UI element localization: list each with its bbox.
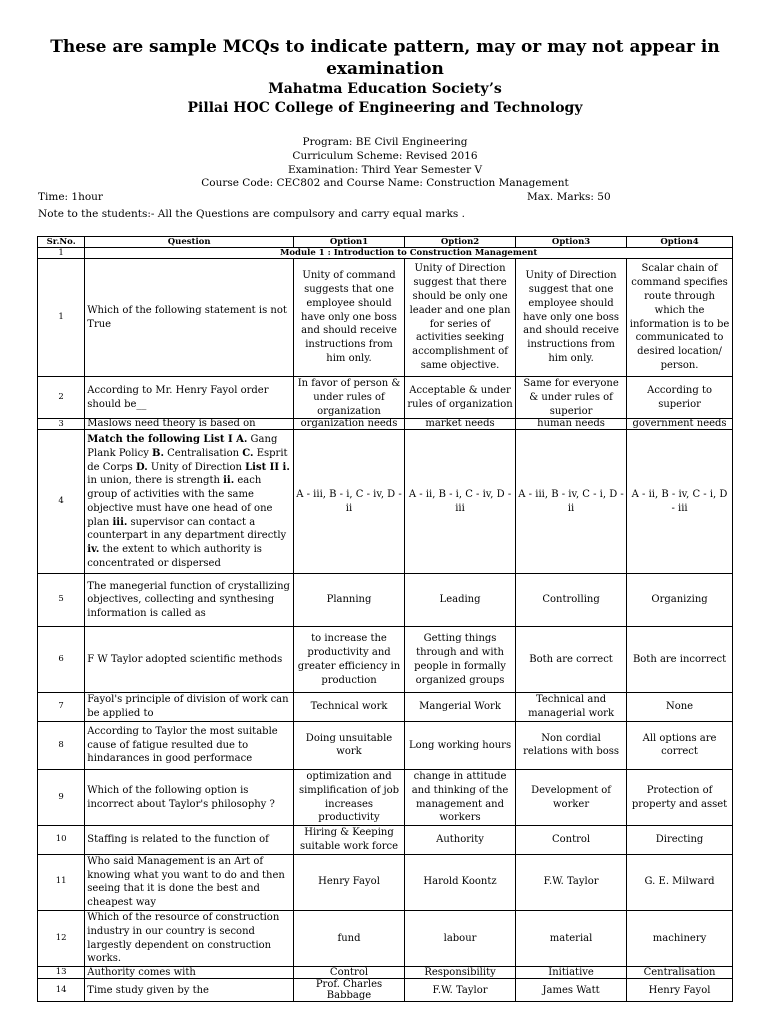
option1-cell: Hiring & Keeping suitable work force (293, 826, 404, 855)
option1-cell: Henry Fayol (293, 854, 404, 910)
option3-cell: material (516, 910, 627, 966)
option2-cell: Responsibility (405, 967, 516, 979)
option2-cell: Mangerial Work (405, 693, 516, 722)
sr-cell: 11 (38, 854, 85, 910)
question-cell: Which of the resource of construction industry in our country is second largestly dependent on construction works. (85, 910, 294, 966)
header-option2: Option2 (405, 237, 516, 248)
option4-cell: Directing (627, 826, 733, 855)
option1-cell: Unity of command suggests that one employee should have only one boss and should receive instructions from him only. (293, 259, 404, 377)
sr-cell: 3 (38, 419, 85, 430)
table-row (38, 967, 733, 979)
table-row (38, 910, 733, 966)
option2-cell: labour (405, 910, 516, 966)
header-srno: Sr.No. (38, 237, 85, 248)
table-row (38, 979, 733, 1002)
header-option4: Option4 (627, 237, 733, 248)
table-header-row (38, 237, 733, 248)
college-name: Pillai HOC College of Engineering and Technology (187, 100, 583, 116)
option4-cell: G. E. Milward (627, 854, 733, 910)
header-question: Question (85, 237, 294, 248)
option4-cell: None (627, 693, 733, 722)
sr-cell: 14 (38, 979, 85, 1002)
question-cell: Which of the following option is incorrect about Taylor's philosophy ? (85, 769, 294, 825)
option1-cell: In favor of person & under rules of organization (293, 377, 404, 419)
table-row (38, 377, 733, 419)
sr-cell: 12 (38, 910, 85, 966)
table-row (38, 693, 733, 722)
option1-cell: to increase the productivity and greater efficiency in production (293, 627, 404, 693)
table-row (38, 430, 733, 574)
option4-cell: government needs (627, 419, 733, 430)
option3-cell: Control (516, 826, 627, 855)
option3-cell: Same for everyone & under rules of superior (516, 377, 627, 419)
option1-cell: A - iii, B - i, C - iv, D - ii (293, 430, 404, 574)
question-cell: F W Taylor adopted scientific methods (85, 627, 294, 693)
page-title: These are sample MCQs to indicate pattern, may or may not appear in examination (50, 37, 720, 79)
table-row (38, 574, 733, 627)
option4-cell: Both are incorrect (627, 627, 733, 693)
option1-cell: fund (293, 910, 404, 966)
option2-cell: Authority (405, 826, 516, 855)
option4-cell: Centralisation (627, 967, 733, 979)
option2-cell: Leading (405, 574, 516, 627)
option2-cell: Getting things through and with people in formally organized groups (405, 627, 516, 693)
question-cell: According to Taylor the most suitable cause of fatigue resulted due to hindarances in good performace (85, 721, 294, 769)
mcq-table (37, 236, 733, 1002)
option4-cell: Scalar chain of command specifies route through which the information is to be communicated to desired location/ person. (627, 259, 733, 377)
question-cell: According to Mr. Henry Fayol order should be__ (85, 377, 294, 419)
program-line: Program: BE Civil Engineering (302, 136, 468, 148)
option4-cell: Henry Fayol (627, 979, 733, 1002)
module-number: 1 (38, 248, 85, 259)
header-option1: Option1 (293, 237, 404, 248)
sr-cell: 2 (38, 377, 85, 419)
sr-cell: 7 (38, 693, 85, 722)
table-row (38, 826, 733, 855)
sr-cell: 4 (38, 430, 85, 574)
sr-cell: 10 (38, 826, 85, 855)
module-title: Module 1 : Introduction to Construction Management (85, 248, 733, 259)
option3-cell: Initiative (516, 967, 627, 979)
question-cell: Which of the following statement is not True (85, 259, 294, 377)
option3-cell: Technical and managerial work (516, 693, 627, 722)
option1-cell: Technical work (293, 693, 404, 722)
marks-line: Max. Marks: 50 (527, 191, 611, 203)
sr-cell: 8 (38, 721, 85, 769)
option4-cell: According to superior (627, 377, 733, 419)
option2-cell: Acceptable & under rules of organization (405, 377, 516, 419)
option3-cell: A - iii, B - iv, C - i, D - ii (516, 430, 627, 574)
option2-cell: A - ii, B - i, C - iv, D - iii (405, 430, 516, 574)
option1-cell: Control (293, 967, 404, 979)
sr-cell: 6 (38, 627, 85, 693)
question-cell: The manegerial function of crystallizing objectives, collecting and synthesing information is called as (85, 574, 294, 627)
sr-cell: 1 (38, 259, 85, 377)
option3-cell: Development of worker (516, 769, 627, 825)
question-cell: Fayol's principle of division of work can be applied to (85, 693, 294, 722)
option3-cell: James Watt (516, 979, 627, 1002)
option4-cell: All options are correct (627, 721, 733, 769)
time-line: Time: 1hour (38, 191, 103, 203)
sr-cell: 5 (38, 574, 85, 627)
option2-cell: F.W. Taylor (405, 979, 516, 1002)
sr-cell: 13 (38, 967, 85, 979)
question-cell: Match the following List I A. Gang Plank Policy B. Centralisation C. Esprit de Corps D. Unity of Direction List II i. in union, there is strength ii. each group of activities with the same objective must have one head of one plan iii. supervisor can contact a counterpart in any department directly iv. the extent to which authority is concentrated or dispersed (85, 430, 294, 574)
option1-cell: organization needs (293, 419, 404, 430)
question-cell: Maslows need theory is based on (85, 419, 294, 430)
option4-cell: Organizing (627, 574, 733, 627)
header-option3: Option3 (516, 237, 627, 248)
option4-cell: Protection of property and asset (627, 769, 733, 825)
question-cell: Who said Management is an Art of knowing what you want to do and then seeing that it is done the best and cheapest way (85, 854, 294, 910)
option4-cell: A - ii, B - iv, C - i, D - iii (627, 430, 733, 574)
option1-cell: Doing unsuitable work (293, 721, 404, 769)
option4-cell: machinery (627, 910, 733, 966)
question-cell: Time study given by the (85, 979, 294, 1002)
option1-cell: optimization and simplification of job increases productivity (293, 769, 404, 825)
table-row (38, 769, 733, 825)
option3-cell: Non cordial relations with boss (516, 721, 627, 769)
table-row (38, 721, 733, 769)
module-row (38, 248, 733, 259)
option2-cell: market needs (405, 419, 516, 430)
question-cell: Staffing is related to the function of (85, 826, 294, 855)
option1-cell: Planning (293, 574, 404, 627)
option3-cell: Unity of Direction suggest that one employee should have only one boss and should receive instructions from him only. (516, 259, 627, 377)
table-row (38, 259, 733, 377)
exam-line: Examination: Third Year Semester V (287, 164, 483, 176)
course-line: Course Code: CEC802 and Course Name: Construction Management (201, 177, 569, 189)
table-row (38, 627, 733, 693)
scheme-line: Curriculum Scheme: Revised 2016 (292, 150, 478, 162)
table-row (38, 419, 733, 430)
question-cell: Authority comes with (85, 967, 294, 979)
option2-cell: Harold Koontz (405, 854, 516, 910)
sr-cell: 9 (38, 769, 85, 825)
note-line: Note to the students:- All the Questions are compulsory and carry equal marks . (38, 208, 465, 220)
option2-cell: change in attitude and thinking of the management and workers (405, 769, 516, 825)
option3-cell: Both are correct (516, 627, 627, 693)
table-row (38, 854, 733, 910)
option1-cell: Prof. Charles Babbage (293, 979, 404, 1002)
society-name: Mahatma Education Society’s (268, 81, 502, 97)
option3-cell: Controlling (516, 574, 627, 627)
option2-cell: Long working hours (405, 721, 516, 769)
option3-cell: human needs (516, 419, 627, 430)
option2-cell: Unity of Direction suggest that there should be only one leader and one plan for series of activities seeking accomplishment of same objective. (405, 259, 516, 377)
option3-cell: F.W. Taylor (516, 854, 627, 910)
